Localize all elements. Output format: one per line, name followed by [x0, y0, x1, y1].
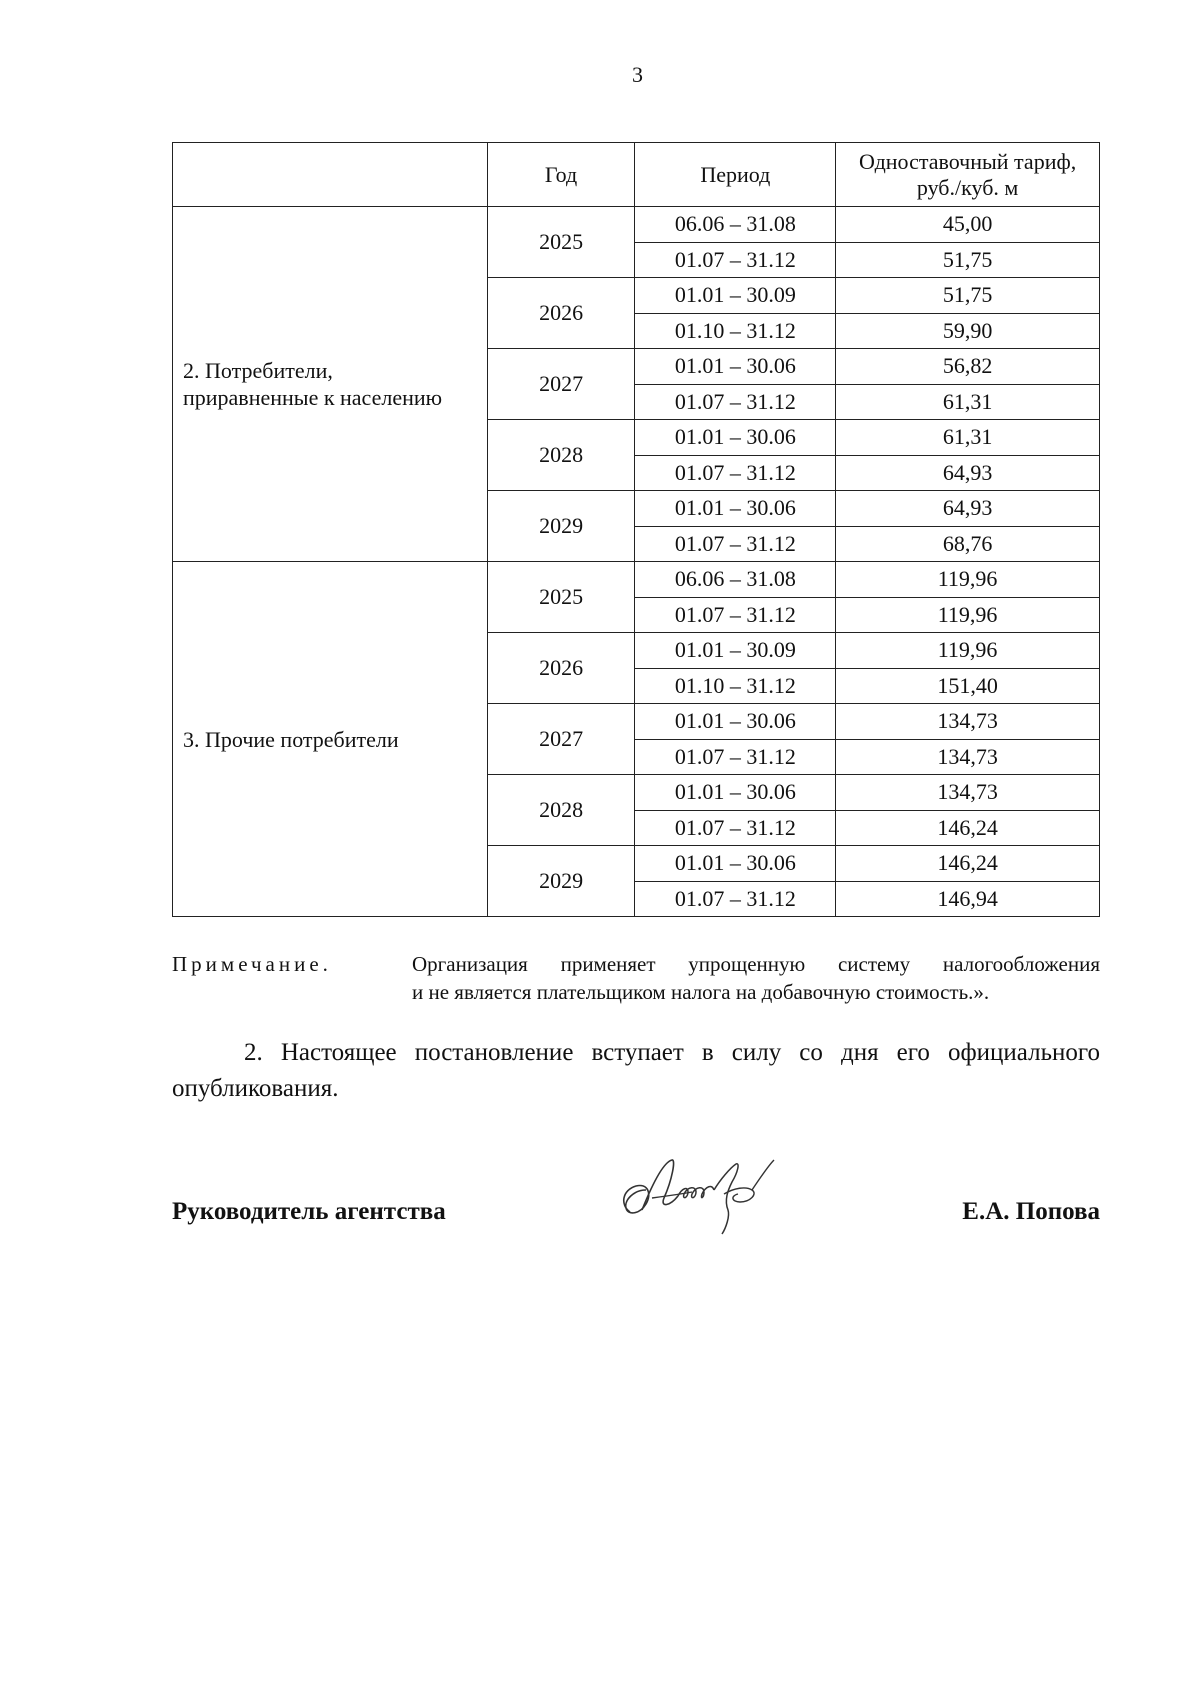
- rate-cell: 64,93: [836, 491, 1100, 527]
- table-row: [173, 562, 1100, 598]
- period-cell: 01.01 – 30.06: [635, 704, 836, 740]
- header-rate-line1: Одноставочный тариф,: [858, 148, 1077, 174]
- category-line1: 2. Потребители,: [183, 358, 333, 383]
- page-number: 3: [632, 62, 643, 87]
- header-rate-line2: руб./куб. м: [916, 174, 1019, 200]
- note-label: Примечание.: [172, 952, 332, 976]
- period-cell: 01.10 – 31.12: [635, 668, 836, 704]
- note-line2: и не является плательщиком налога на добавочную стоимость.».: [412, 980, 990, 1004]
- year-cell: 2029: [487, 491, 635, 562]
- category-cell: [173, 562, 488, 917]
- period-cell: 01.07 – 31.12: [635, 242, 836, 278]
- table-row: [173, 207, 1100, 243]
- signatory-name: Е.А. Попова: [962, 1198, 1100, 1225]
- rate-cell: 119,96: [836, 562, 1100, 598]
- period-cell: 01.01 – 30.09: [635, 633, 836, 669]
- header-period: Период: [635, 143, 836, 207]
- rate-cell: 64,93: [836, 455, 1100, 491]
- rate-cell: 51,75: [836, 242, 1100, 278]
- rate-cell: 68,76: [836, 526, 1100, 562]
- tariff-table: [172, 142, 1100, 917]
- tariff-table-body: [173, 207, 1100, 917]
- year-cell: 2028: [487, 420, 635, 491]
- header-category: [173, 143, 488, 207]
- period-cell: 01.07 – 31.12: [635, 455, 836, 491]
- year-cell: 2026: [487, 633, 635, 704]
- category-line2: приравненные к населению: [183, 385, 443, 410]
- period-cell: 01.07 – 31.12: [635, 597, 836, 633]
- table-header-row: [173, 143, 1100, 207]
- rate-cell: 146,24: [836, 846, 1100, 882]
- rate-cell: 119,96: [836, 597, 1100, 633]
- year-cell: 2029: [487, 846, 635, 917]
- header-year: Год: [487, 143, 635, 207]
- header-rate: [836, 143, 1100, 207]
- period-cell: 01.01 – 30.06: [635, 349, 836, 385]
- year-cell: 2025: [487, 207, 635, 278]
- category-cell: [173, 207, 488, 562]
- rate-cell: 61,31: [836, 420, 1100, 456]
- period-cell: 01.01 – 30.09: [635, 278, 836, 314]
- year-cell: 2028: [487, 775, 635, 846]
- period-cell: 01.07 – 31.12: [635, 384, 836, 420]
- period-cell: 01.01 – 30.06: [635, 491, 836, 527]
- year-cell: 2026: [487, 278, 635, 349]
- note-line1: Организация применяет упрощенную систему налогообложения: [412, 952, 1100, 976]
- period-cell: 01.01 – 30.06: [635, 420, 836, 456]
- period-cell: 01.10 – 31.12: [635, 313, 836, 349]
- rate-cell: 59,90: [836, 313, 1100, 349]
- rate-cell: 45,00: [836, 207, 1100, 243]
- rate-cell: 51,75: [836, 278, 1100, 314]
- period-cell: 06.06 – 31.08: [635, 207, 836, 243]
- rate-cell: 134,73: [836, 739, 1100, 775]
- rate-cell: 146,94: [836, 881, 1100, 917]
- year-cell: 2027: [487, 349, 635, 420]
- period-cell: 01.07 – 31.12: [635, 739, 836, 775]
- effective-date-paragraph: 2. Настоящее постановление вступает в силу со дня его официального опубликования.: [172, 1039, 1100, 1102]
- period-cell: 01.07 – 31.12: [635, 810, 836, 846]
- rate-cell: 119,96: [836, 633, 1100, 669]
- period-cell: 01.01 – 30.06: [635, 775, 836, 811]
- rate-cell: 151,40: [836, 668, 1100, 704]
- period-cell: 01.07 – 31.12: [635, 526, 836, 562]
- period-cell: 06.06 – 31.08: [635, 562, 836, 598]
- category-line1: 3. Прочие потребители: [183, 726, 399, 752]
- note-text: [412, 950, 1100, 1006]
- rate-cell: 56,82: [836, 349, 1100, 385]
- rate-cell: 146,24: [836, 810, 1100, 846]
- rate-cell: 61,31: [836, 384, 1100, 420]
- handwritten-signature: [612, 1150, 792, 1240]
- year-cell: 2025: [487, 562, 635, 633]
- rate-cell: 134,73: [836, 775, 1100, 811]
- period-cell: 01.01 – 30.06: [635, 846, 836, 882]
- period-cell: 01.07 – 31.12: [635, 881, 836, 917]
- rate-cell: 134,73: [836, 704, 1100, 740]
- year-cell: 2027: [487, 704, 635, 775]
- signatory-title: Руководитель агентства: [172, 1198, 446, 1225]
